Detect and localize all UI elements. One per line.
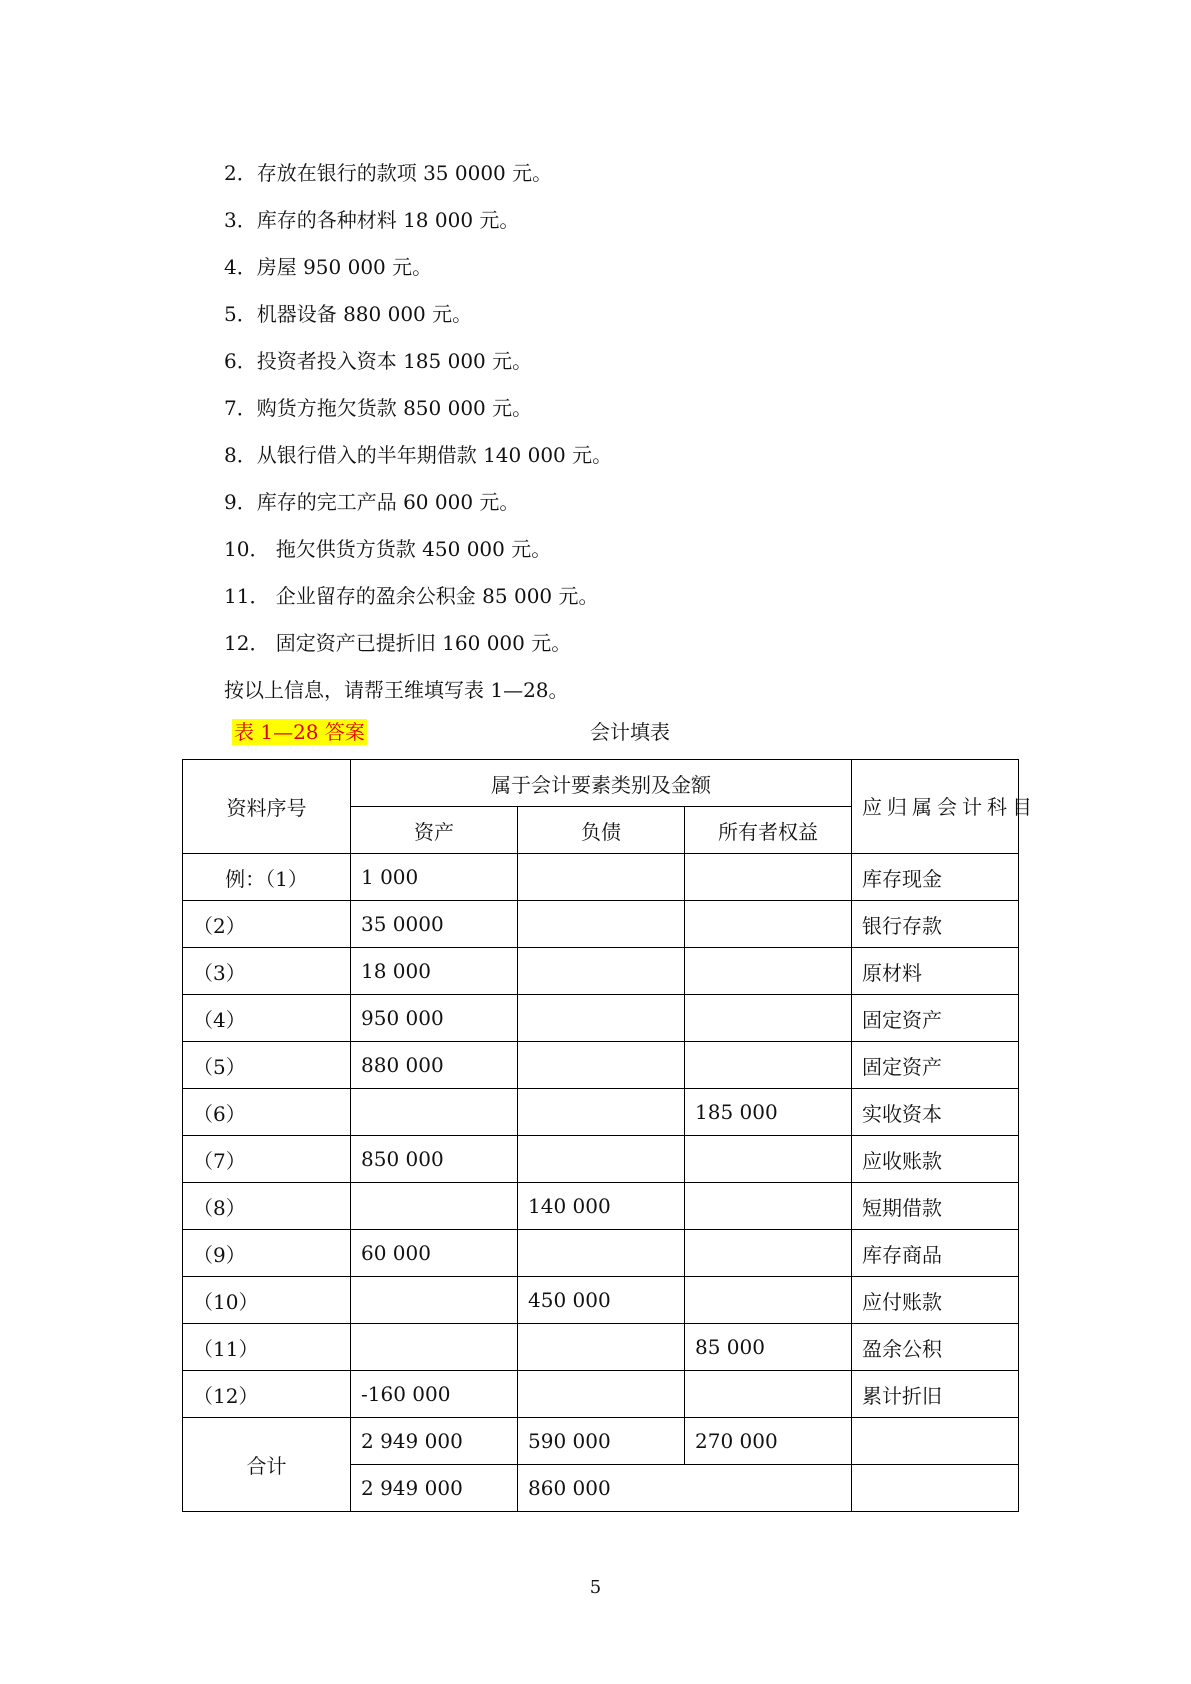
row-seq: （5）	[183, 1042, 351, 1089]
row-liability	[518, 1089, 685, 1136]
list-item: 5．机器设备 880 000 元。	[224, 302, 473, 326]
row-asset: 18 000	[351, 948, 518, 995]
row-seq: （11）	[183, 1324, 351, 1371]
list-item: 3．库存的各种材料 18 000 元。	[224, 208, 520, 232]
page-number: 5	[589, 1577, 602, 1598]
row-equity	[685, 948, 852, 995]
table-row	[183, 995, 1019, 1042]
row-account: 库存现金	[852, 854, 1019, 901]
row-equity	[685, 995, 852, 1042]
total-equity: 270 000	[685, 1418, 852, 1465]
row-asset	[351, 1089, 518, 1136]
table-row	[183, 901, 1019, 948]
list-item: 2．存放在银行的款项 35 0000 元。	[224, 161, 553, 185]
row-equity	[685, 1277, 852, 1324]
row-liability	[518, 854, 685, 901]
row-account: 累计折旧	[852, 1371, 1019, 1418]
row-seq: （2）	[183, 901, 351, 948]
accounting-table	[182, 759, 1038, 1512]
row-seq: （6）	[183, 1089, 351, 1136]
row-liability	[518, 948, 685, 995]
total-account-empty	[852, 1418, 1019, 1465]
instruction-text: 按以上信息，请帮王维填写表 1—28。	[224, 678, 569, 702]
row-asset: 850 000	[351, 1136, 518, 1183]
total-liability: 590 000	[518, 1418, 685, 1465]
list-item: 8．从银行借入的半年期借款 140 000 元。	[224, 443, 613, 467]
list-item: 4．房屋 950 000 元。	[224, 255, 433, 279]
total-label: 合计	[183, 1418, 351, 1512]
total-row	[183, 1418, 1019, 1465]
row-liability	[518, 1136, 685, 1183]
total-asset: 2 949 000	[351, 1418, 518, 1465]
row-seq: （10）	[183, 1277, 351, 1324]
row-asset: 1 000	[351, 854, 518, 901]
header-account: 应归属会计科目	[852, 760, 1019, 854]
row-liability	[518, 1042, 685, 1089]
table-row	[183, 1324, 1019, 1371]
row-asset: 950 000	[351, 995, 518, 1042]
table-row	[183, 948, 1019, 995]
header-seq: 资料序号	[183, 760, 351, 854]
row-account: 固定资产	[852, 995, 1019, 1042]
row-account: 固定资产	[852, 1042, 1019, 1089]
row-seq: （9）	[183, 1230, 351, 1277]
row-equity: 185 000	[685, 1089, 852, 1136]
list-item: 10． 拖欠供货方货款 450 000 元。	[224, 537, 552, 561]
row-asset: 35 0000	[351, 901, 518, 948]
row-account: 银行存款	[852, 901, 1019, 948]
header-row	[183, 760, 1019, 807]
row-equity: 85 000	[685, 1324, 852, 1371]
table-row	[183, 1183, 1019, 1230]
row-asset: 60 000	[351, 1230, 518, 1277]
row-asset	[351, 1324, 518, 1371]
table-row	[183, 1089, 1019, 1136]
row-equity	[685, 901, 852, 948]
list-item: 12． 固定资产已提折旧 160 000 元。	[224, 631, 572, 655]
total2-liability-equity: 860 000	[518, 1465, 852, 1512]
row-account: 盈余公积	[852, 1324, 1019, 1371]
row-account: 短期借款	[852, 1183, 1019, 1230]
table-row	[183, 854, 1019, 901]
total2-asset: 2 949 000	[351, 1465, 518, 1512]
row-equity	[685, 1371, 852, 1418]
header-group: 属于会计要素类别及金额	[351, 760, 852, 807]
list-item: 9．库存的完工产品 60 000 元。	[224, 490, 520, 514]
row-liability	[518, 1230, 685, 1277]
table-caption	[0, 717, 1191, 749]
row-liability: 450 000	[518, 1277, 685, 1324]
row-seq: 例：（1）	[183, 854, 351, 901]
row-seq: （3）	[183, 948, 351, 995]
list-item: 6．投资者投入资本 185 000 元。	[224, 349, 533, 373]
row-liability	[518, 1371, 685, 1418]
total2-account-empty	[852, 1465, 1019, 1512]
table-row	[183, 1230, 1019, 1277]
header-liability: 负债	[518, 807, 685, 854]
row-liability	[518, 1324, 685, 1371]
row-asset: 880 000	[351, 1042, 518, 1089]
table-row	[183, 1277, 1019, 1324]
row-equity	[685, 1136, 852, 1183]
table-label-highlight: 表 1—28 答案	[234, 720, 365, 744]
table-row	[183, 1136, 1019, 1183]
table-row	[183, 1042, 1019, 1089]
question-list	[224, 150, 1124, 714]
table-row	[183, 1371, 1019, 1418]
row-seq: （8）	[183, 1183, 351, 1230]
row-equity	[685, 854, 852, 901]
row-liability	[518, 901, 685, 948]
row-equity	[685, 1042, 852, 1089]
row-liability	[518, 995, 685, 1042]
row-account: 应收账款	[852, 1136, 1019, 1183]
row-seq: （4）	[183, 995, 351, 1042]
row-liability: 140 000	[518, 1183, 685, 1230]
row-asset	[351, 1277, 518, 1324]
row-account: 实收资本	[852, 1089, 1019, 1136]
list-item: 7．购货方拖欠货款 850 000 元。	[224, 396, 533, 420]
list-item: 11． 企业留存的盈余公积金 85 000 元。	[224, 584, 599, 608]
row-seq: （7）	[183, 1136, 351, 1183]
row-asset	[351, 1183, 518, 1230]
row-account: 应付账款	[852, 1277, 1019, 1324]
header-asset: 资产	[351, 807, 518, 854]
table-title: 会计填表	[590, 720, 670, 744]
row-equity	[685, 1183, 852, 1230]
row-equity	[685, 1230, 852, 1277]
row-asset: -160 000	[351, 1371, 518, 1418]
row-account: 库存商品	[852, 1230, 1019, 1277]
row-account: 原材料	[852, 948, 1019, 995]
header-equity: 所有者权益	[685, 807, 852, 854]
row-seq: （12）	[183, 1371, 351, 1418]
